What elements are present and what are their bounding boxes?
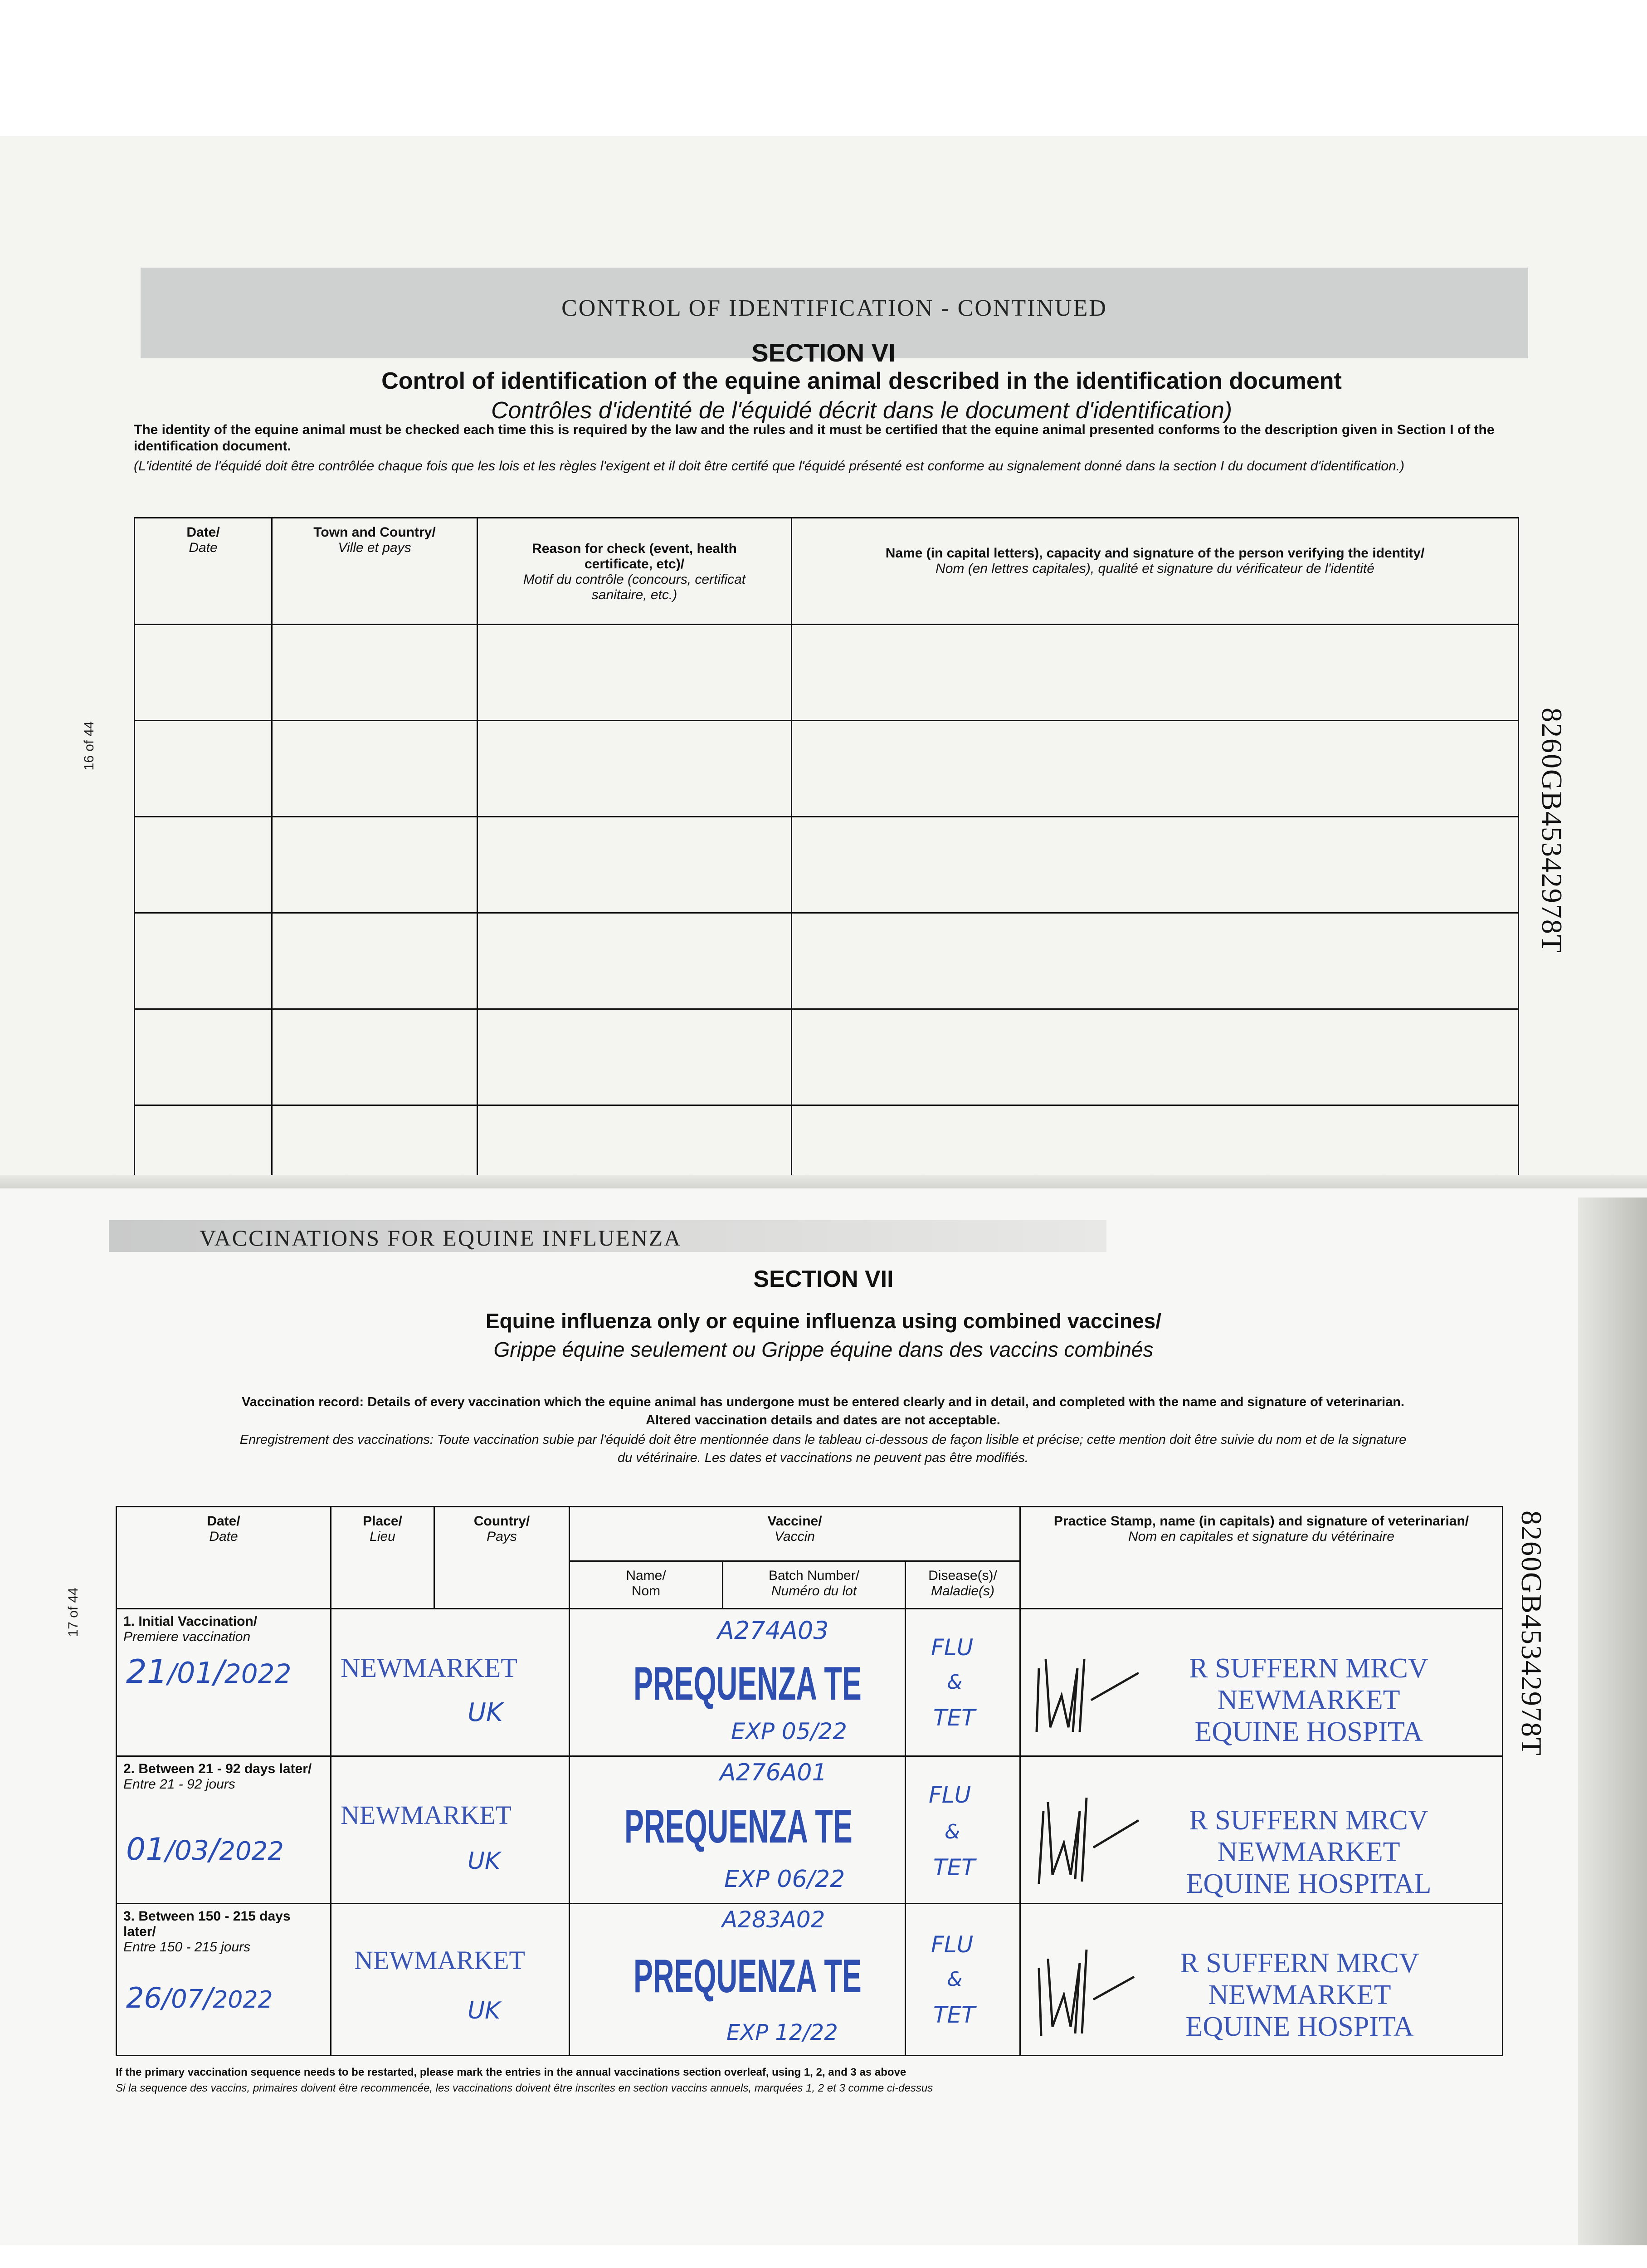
date-month: 07: [171, 1984, 204, 2014]
section-title-en: Equine influenza only or equine influenza using combined vaccines/: [485, 1309, 1162, 1333]
table-row: [135, 913, 1519, 1009]
stamp-line-2: NEWMARKET: [1208, 1980, 1391, 2010]
place-stamp: NEWMARKET: [354, 1945, 525, 1975]
stamp-line-1: R SUFFERN MRCV: [1189, 1805, 1428, 1836]
col-date: Date/ Date: [117, 1507, 331, 1609]
vaccination-table: [116, 1506, 1503, 2056]
col-practice-stamp: Practice Stamp, name (in capitals) and signature of veterinarian/ Nom en capitales et signature du vétérinaire: [1020, 1507, 1503, 1609]
banner-title: VACCINATIONS FOR EQUINE INFLUENZA: [200, 1225, 682, 1251]
vaccine-name-stamp: PREQUENZA TE: [633, 1657, 862, 1710]
date-cell: 2. Between 21 - 92 days later/ Entre 21 - 92 jours 01/03/2022: [117, 1756, 331, 1904]
col-place: Place/ Lieu: [331, 1507, 434, 1609]
section-title-fr: Grippe équine seulement ou Grippe équine dans des vaccins combinés: [493, 1338, 1154, 1361]
table-row: [135, 721, 1519, 817]
col-verifier: Name (in capital letters), capacity and signature of the person verifying the identity/ Nom (en lettres capitales), qualité et signature du vérificateur de l'identité: [792, 518, 1519, 625]
section-title-fr: Contrôles d'identité de l'équidé décrit dans le document d'identification): [491, 397, 1233, 424]
date-cell: 1. Initial Vaccination/ Premiere vaccination 21/01/2022: [117, 1609, 331, 1756]
place-country-cell: [331, 1609, 570, 1756]
date-year: 2022: [213, 1986, 273, 2014]
section-banner: [109, 1220, 1106, 1252]
batch-number: A276A01: [720, 1759, 827, 1786]
col-town-country: Town and Country/ Ville et pays: [272, 518, 478, 625]
col-vaccine: Vaccine/ Vaccin: [570, 1507, 1020, 1561]
date-year: 2022: [219, 1837, 284, 1866]
batch-number: A283A02: [722, 1906, 825, 1933]
vaccine-name-stamp: PREQUENZA TE: [633, 1950, 862, 2003]
vaccine-batch-cell: [570, 1904, 906, 2056]
country: UK: [468, 1997, 501, 2024]
country: UK: [468, 1848, 501, 1875]
page-number-16: 16 of 44: [82, 721, 97, 771]
practice-stamp-cell: [1020, 1609, 1503, 1756]
batch-number: A274A03: [717, 1616, 829, 1645]
place-country-cell: [331, 1756, 570, 1904]
date-year: 2022: [224, 1658, 292, 1689]
date-day: 26: [126, 1981, 162, 2014]
section-heading: SECTION VII: [753, 1266, 894, 1292]
practice-stamp-cell: [1020, 1904, 1503, 2056]
table-row: [117, 1756, 1503, 1904]
record-en-2: Altered vaccination details and dates are not acceptable.: [646, 1413, 1000, 1427]
stamp-line-3: EQUINE HOSPITA: [1194, 1716, 1423, 1747]
col-country: Country/ Pays: [434, 1507, 570, 1609]
veterinarian-signature: [1025, 1936, 1143, 2045]
instructions-en: The identity of the equine animal must be checked each time this is required by the law and the rules and it must be certified that the equine animal presented conforms to the description given in Section I of the identification document.: [134, 422, 1495, 454]
stamp-line-1: R SUFFERN MRCV: [1189, 1653, 1428, 1684]
table-row: [135, 817, 1519, 913]
date-month: 03: [174, 1835, 210, 1867]
expiry: EXP 05/22: [731, 1718, 847, 1745]
footer-note-fr: Si la sequence des vaccins, primaires doivent être recommencée, les vaccinations doivent être inscrites en section vaccins annuels, marquées 1, 2 et 3 comme ci-dessus: [116, 2082, 933, 2094]
stamp-line-2: NEWMARKET: [1217, 1685, 1400, 1716]
col-reason: Reason for check (event, health certificate, etc)/ Motif du contrôle (concours, certificat sanitaire, etc.): [478, 518, 792, 625]
stamp-line-2: NEWMARKET: [1217, 1837, 1400, 1867]
section-title-en: Control of identification of the equine animal described in the identification document: [381, 368, 1342, 394]
page-number-17: 17 of 44: [66, 1588, 81, 1637]
vaccine-name-stamp: PREQUENZA TE: [624, 1800, 853, 1853]
col-batch: Batch Number/ Numéro du lot: [723, 1561, 906, 1609]
record-fr-1: Enregistrement des vaccinations: Toute vaccination subie par l'équidé doit être mentionnée dans le tableau ci-dessous de façon lisible et précise; cette mention doit être suivie du nom et de la signature: [239, 1432, 1407, 1447]
date-day: 21: [126, 1652, 168, 1691]
disease-cell: FLU & TET: [906, 1904, 1020, 2056]
footer-note-en: If the primary vaccination sequence needs to be restarted, please mark the entries in the annual vaccinations section overleaf, using 1, 2, and 3 as above: [116, 2066, 906, 2078]
table-row: [117, 1904, 1503, 2056]
veterinarian-signature: [1025, 1784, 1143, 1893]
banner-title: CONTROL OF IDENTIFICATION - CONTINUED: [561, 295, 1107, 321]
section-heading: SECTION VI: [751, 338, 896, 367]
date-cell: 3. Between 150 - 215 days later/ Entre 150 - 215 jours 26/07/2022: [117, 1904, 331, 2056]
disease-cell: FLU & TET: [906, 1609, 1020, 1756]
country: UK: [468, 1698, 503, 1727]
stamp-line-3: EQUINE HOSPITA: [1185, 2011, 1414, 2042]
date-day: 01: [126, 1832, 166, 1867]
vaccine-batch-cell: [570, 1756, 906, 1904]
table-row: [135, 1009, 1519, 1105]
table-row: [117, 1609, 1503, 1756]
record-en-1: Vaccination record: Details of every vaccination which the equine animal has undergone must be entered clearly and in detail, and completed with the name and signature of veterinarian.: [242, 1395, 1404, 1409]
col-vaccine-name: Name/ Nom: [570, 1561, 723, 1609]
veterinarian-signature: [1025, 1641, 1143, 1745]
instructions-fr: (L'identité de l'équidé doit être contrôlée chaque fois que les lois et les règles l'exigent et il doit être certifé que l'équidé présenté est conforme au signalement donné dans la section I du document d'identification.): [134, 459, 1405, 474]
stamp-line-1: R SUFFERN MRCV: [1180, 1948, 1419, 1979]
vaccine-batch-cell: [570, 1609, 906, 1756]
col-date: Date/ Date: [135, 518, 272, 625]
expiry: EXP 06/22: [724, 1866, 845, 1893]
practice-stamp-cell: [1020, 1756, 1503, 1904]
expiry: EXP 12/22: [726, 2020, 838, 2045]
date-month: 01: [176, 1657, 214, 1690]
col-disease: Disease(s)/ Maladie(s): [906, 1561, 1020, 1609]
table-row: [135, 625, 1519, 721]
place-stamp: NEWMARKET: [341, 1800, 512, 1830]
record-fr-2: du vétérinaire. Les dates et vaccinations ne peuvent pas être modifiés.: [618, 1451, 1028, 1465]
document-id-lower: 8260GB45342978T: [1515, 1510, 1548, 1756]
place-stamp: NEWMARKET: [341, 1653, 517, 1683]
stamp-line-3: EQUINE HOSPITAL: [1186, 1868, 1432, 1899]
document-id-upper: 8260GB45342978T: [1536, 708, 1568, 953]
identity-check-table: [134, 517, 1519, 1203]
place-country-cell: [331, 1904, 570, 2056]
disease-cell: FLU & TET: [906, 1756, 1020, 1904]
